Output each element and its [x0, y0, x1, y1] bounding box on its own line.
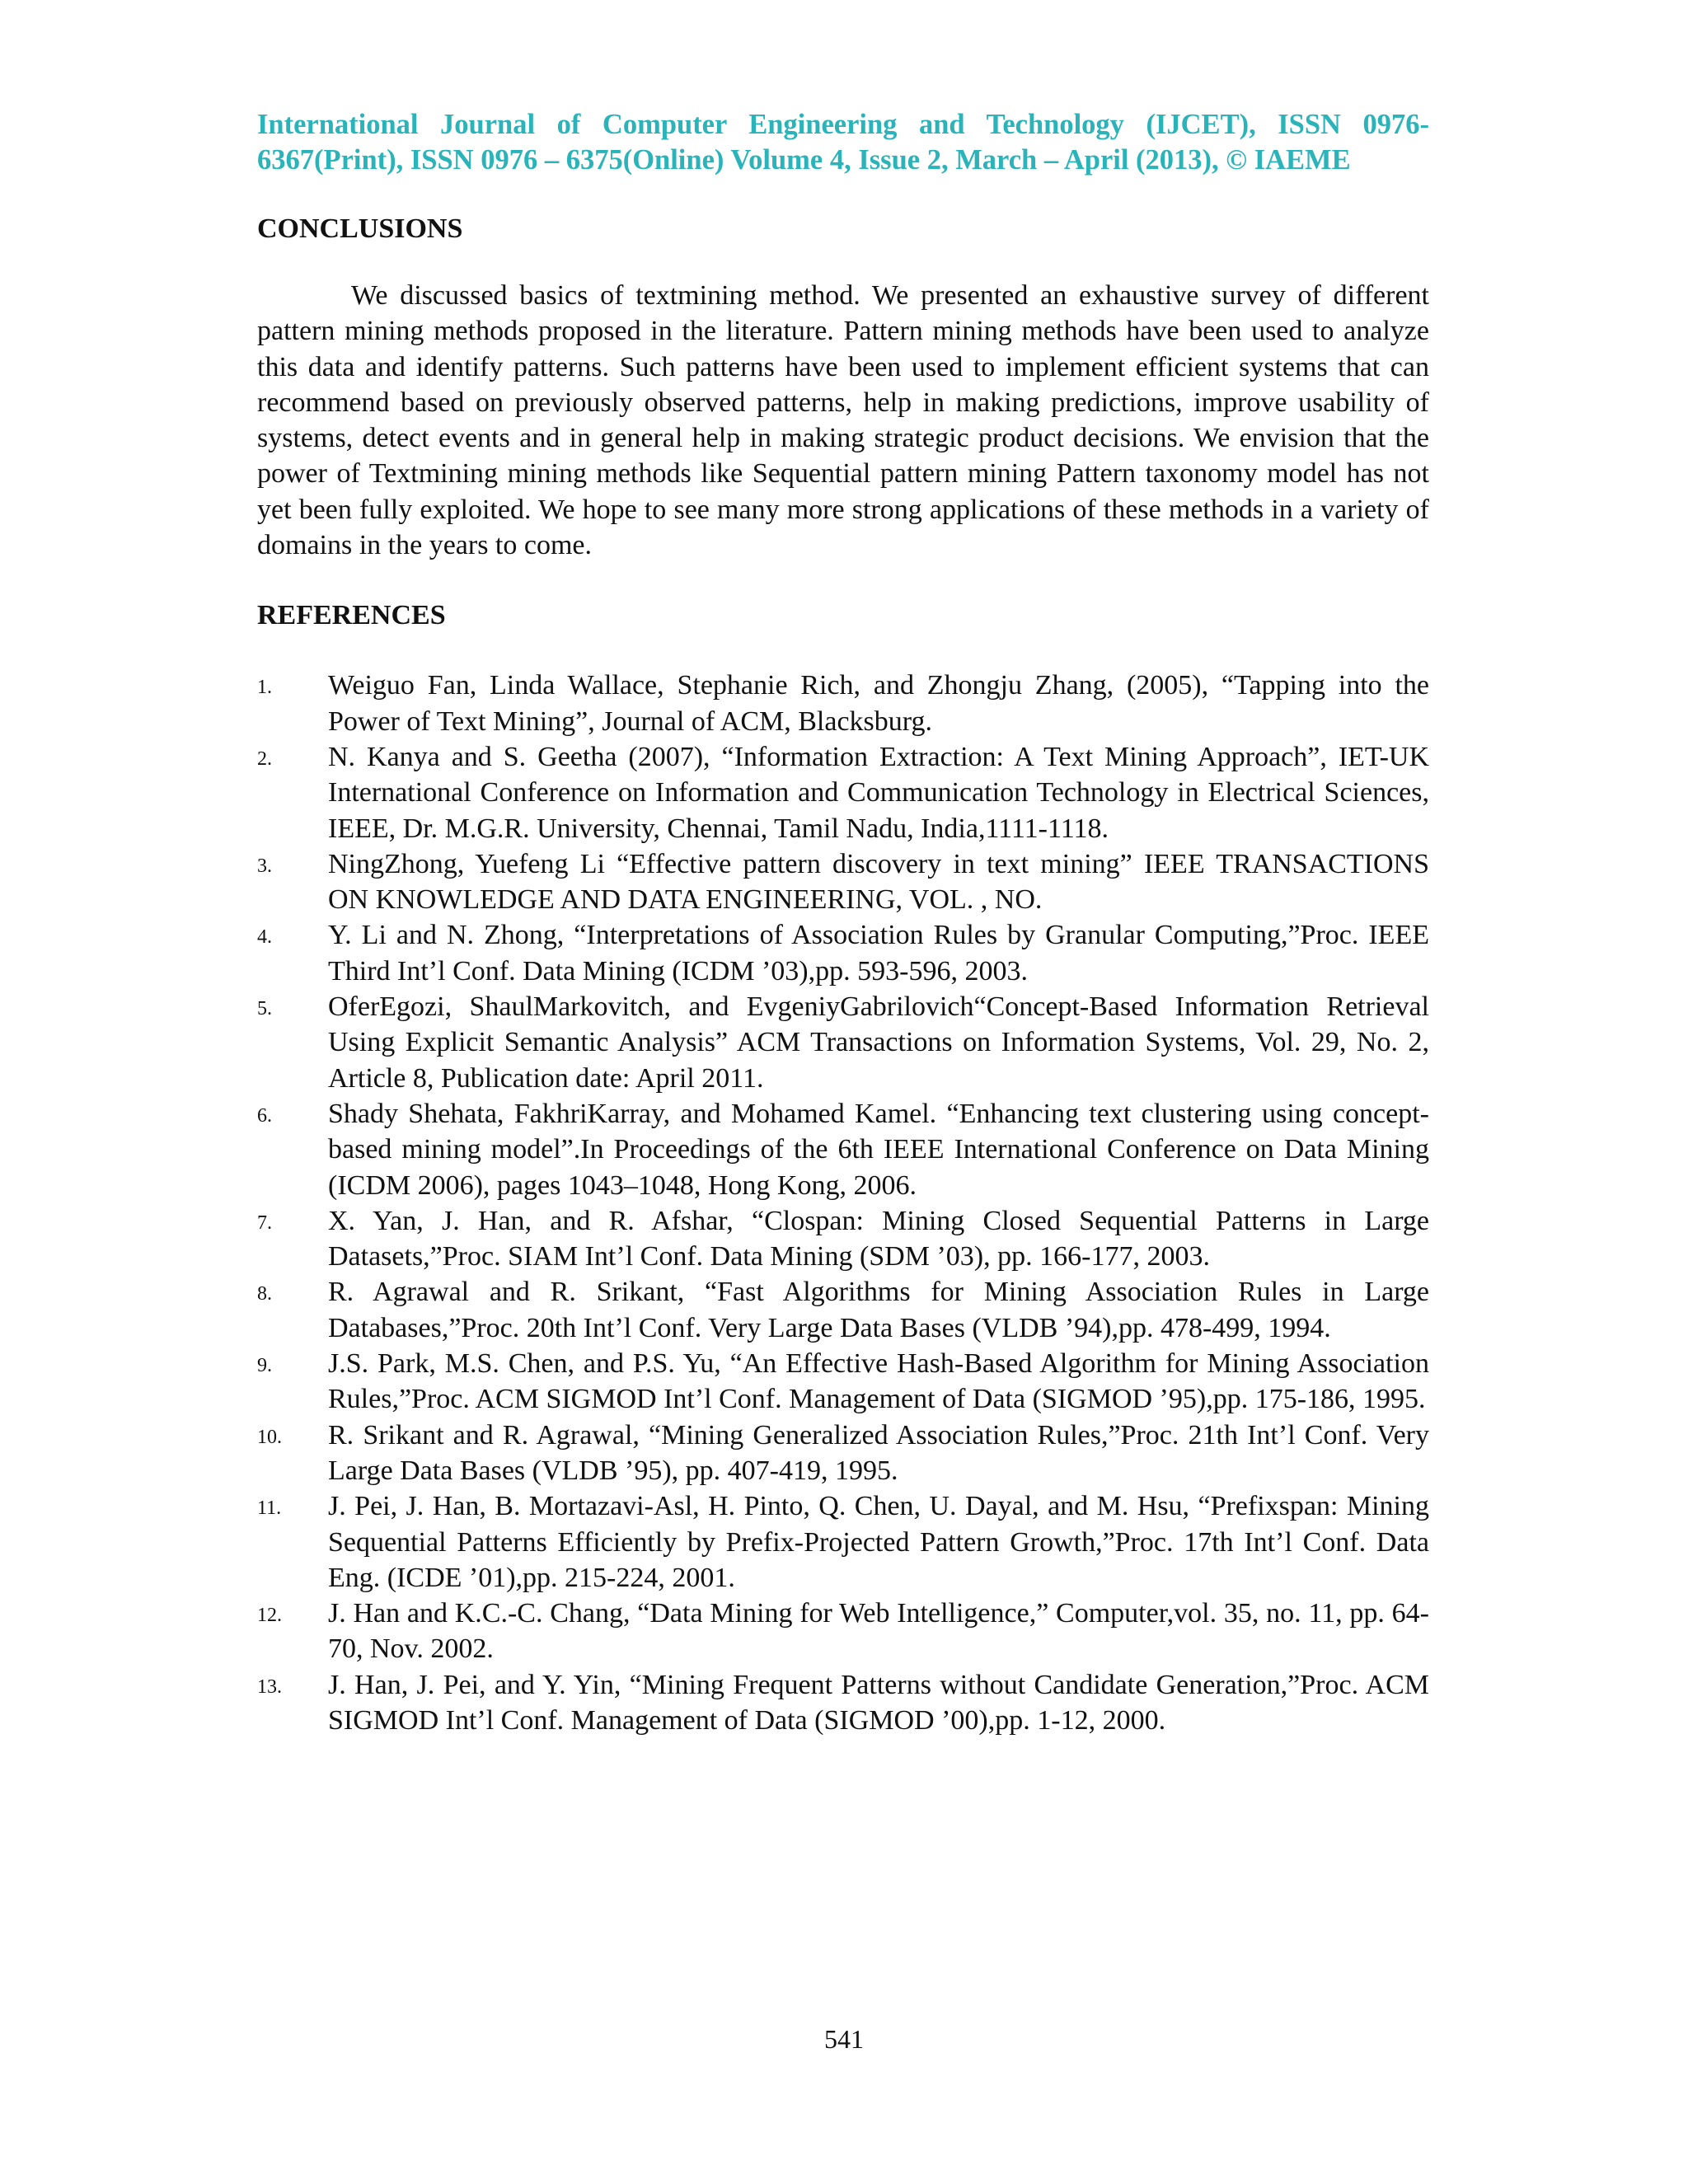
reference-item: [257, 1488, 1429, 1596]
reference-number: 7.: [257, 1212, 272, 1234]
conclusions-paragraph: We discussed basics of textmining method. We presented an exhaustive survey of different pattern mining methods proposed in the literature. Pattern mining methods have been used to analyze this data and identify patterns. Such patterns have been used to implement efficient systems that can recommend based on previously observed patterns, help in making predictions, improve usability of systems, detect events and in general help in making strategic product decisions. We envision that the power of Textmining mining methods like Sequential pattern mining Pattern taxonomy model has not yet been fully exploited. We hope to see many more strong applications of these methods in a variety of domains in the years to come.: [257, 280, 1429, 561]
page-number: 541: [824, 2024, 864, 2054]
reference-text: OferEgozi, ShaulMarkovitch, and EvgeniyGabrilovich“Concept-Based Information Retrieval Using Explicit Semantic Analysis” ACM Transactions on Information Systems, Vol. 29, No. 2, Article 8, Publication date: April 2011.: [328, 991, 1429, 1094]
reference-number: 10.: [257, 1426, 282, 1448]
reference-item: [257, 989, 1429, 1096]
reference-list: [257, 668, 1429, 1738]
reference-number: 12.: [257, 1605, 282, 1627]
reference-item: [257, 739, 1429, 846]
reference-number: 4.: [257, 926, 272, 949]
reference-text: R. Srikant and R. Agrawal, “Mining Generalized Association Rules,”Proc. 21th Int’l Conf. Very Large Data Bases (VLDB ’95), pp. 407-419, 1995.: [328, 1419, 1429, 1486]
reference-text: N. Kanya and S. Geetha (2007), “Information Extraction: A Text Mining Approach”, IET-UK International Conference on Information and Communication Technology in Electrical Sciences, IEEE, Dr. M.G.R. University, Chennai, Tamil Nadu, India,1111-1118.: [328, 741, 1429, 844]
reference-item: [257, 1418, 1429, 1489]
references-heading: REFERENCES: [257, 600, 446, 631]
page-content: [257, 107, 1429, 1738]
reference-number: 6.: [257, 1104, 272, 1127]
reference-number: 2.: [257, 748, 272, 770]
reference-text: Weiguo Fan, Linda Wallace, Stephanie Rich, and Zhongju Zhang, (2005), “Tapping into the Power of Text Mining”, Journal of ACM, Blacksburg.: [328, 670, 1429, 737]
reference-number: 11.: [257, 1497, 282, 1520]
reference-item: [257, 1667, 1429, 1739]
reference-number: 9.: [257, 1355, 272, 1377]
reference-text: X. Yan, J. Han, and R. Afshar, “Clospan: Mining Closed Sequential Patterns in Large Datasets,”Proc. SIAM Int’l Conf. Data Mining (SDM ’03), pp. 166-177, 2003.: [328, 1205, 1429, 1272]
reference-text: J. Pei, J. Han, B. Mortazavi-Asl, H. Pinto, Q. Chen, U. Dayal, and M. Hsu, “Prefixspan: Mining Sequential Patterns Efficiently by Prefix-Projected Pattern Growth,”Proc. 17th Int’l Conf. Data Eng. (ICDE ’01),pp. 215-224, 2001.: [328, 1491, 1429, 1593]
reference-number: 5.: [257, 998, 272, 1020]
journal-header: International Journal of Computer Engineering and Technology (IJCET), ISSN 0976-6367(Print), ISSN 0976 – 6375(Online) Volume 4, Issue 2, March – April (2013), © IAEME: [257, 109, 1429, 176]
reference-item: [257, 917, 1429, 989]
reference-item: [257, 1203, 1429, 1275]
reference-text: NingZhong, Yuefeng Li “Effective pattern discovery in text mining” IEEE TRANSACTIONS ON KNOWLEDGE AND DATA ENGINEERING, VOL. , NO.: [328, 848, 1429, 916]
reference-text: Y. Li and N. Zhong, “Interpretations of Association Rules by Granular Computing,”Proc. IEEE Third Int’l Conf. Data Mining (ICDM ’03),pp. 593-596, 2003.: [328, 920, 1429, 987]
reference-item: [257, 668, 1429, 739]
reference-number: 8.: [257, 1283, 272, 1305]
reference-number: 13.: [257, 1675, 282, 1698]
reference-text: J. Han, J. Pei, and Y. Yin, “Mining Frequent Patterns without Candidate Generation,”Proc. ACM SIGMOD Int’l Conf. Management of Data (SIGMOD ’00),pp. 1-12, 2000.: [328, 1669, 1429, 1736]
reference-item: [257, 1596, 1429, 1667]
reference-text: Shady Shehata, FakhriKarray, and Mohamed Kamel. “Enhancing text clustering using concept-based mining model”.In Proceedings of the 6th IEEE International Conference on Data Mining (ICDM 2006), pages 1043–1048, Hong Kong, 2006.: [328, 1098, 1429, 1201]
reference-text: J.S. Park, M.S. Chen, and P.S. Yu, “An Effective Hash-Based Algorithm for Mining Association Rules,”Proc. ACM SIGMOD Int’l Conf. Management of Data (SIGMOD ’95),pp. 175-186, 1995.: [328, 1348, 1429, 1415]
reference-text: R. Agrawal and R. Srikant, “Fast Algorithms for Mining Association Rules in Large Databases,”Proc. 20th Int’l Conf. Very Large Data Bases (VLDB ’94),pp. 478-499, 1994.: [328, 1277, 1429, 1343]
reference-item: [257, 846, 1429, 918]
reference-text: J. Han and K.C.-C. Chang, “Data Mining for Web Intelligence,” Computer,vol. 35, no. 11, pp. 64-70, Nov. 2002.: [328, 1598, 1429, 1665]
conclusions-heading: CONCLUSIONS: [257, 213, 463, 244]
reference-item: [257, 1096, 1429, 1203]
reference-number: 3.: [257, 855, 272, 877]
reference-number: 1.: [257, 677, 272, 699]
reference-item: [257, 1274, 1429, 1346]
reference-item: [257, 1346, 1429, 1418]
